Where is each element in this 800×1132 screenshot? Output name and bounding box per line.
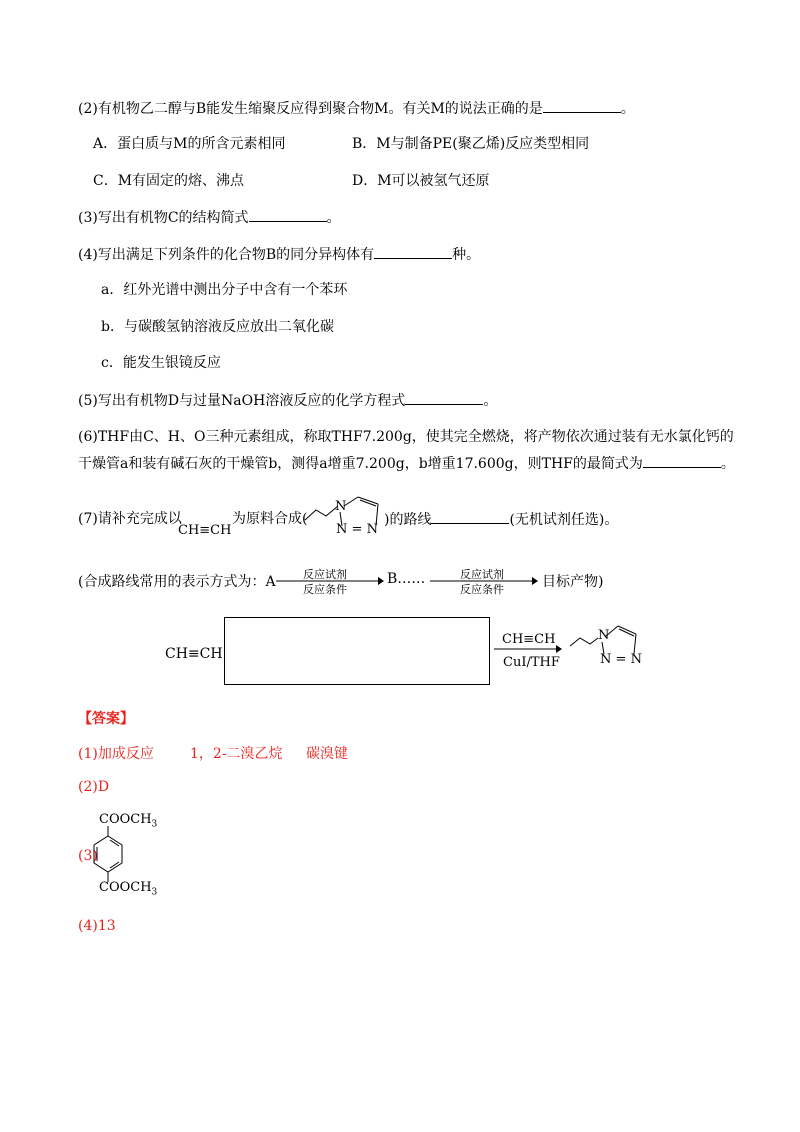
q3-end: 。 <box>326 210 341 226</box>
q6-end: 。 <box>720 456 735 472</box>
product-n2: N <box>600 652 612 667</box>
q2-stem-end: 。 <box>620 101 635 117</box>
product-n2-n3 <box>600 652 642 667</box>
q2-option-d: D．M可以被氢气还原 <box>352 173 490 189</box>
q4-stem <box>78 243 480 265</box>
q5-text: (5)写出有机物D与过量NaOH溶液反应的化学方程式 <box>78 393 406 409</box>
q2-option-c: C．M有固定的熔、沸点 <box>93 173 245 189</box>
triazole-n1: N <box>335 499 347 514</box>
q7-part1: (7)请补充完成以 <box>78 511 182 527</box>
q6-line2-text: 干燥管a和装有碱石灰的干燥管b，测得a增重7.200g，b增重17.600g，则THF的最简式为 <box>78 456 643 472</box>
answer-header: 【答案】 <box>78 711 134 727</box>
q7-acetylene: CH≡CH <box>178 523 232 538</box>
answer-3-bottom-text: COOCH <box>99 880 152 895</box>
q5-end: 。 <box>483 393 498 409</box>
q4-end: 种。 <box>452 247 481 263</box>
q4-condition-c: c．能发生银镜反应 <box>101 355 221 371</box>
answer-3-top-text: COOCH <box>99 812 152 827</box>
answer-2: (2)D <box>78 779 110 795</box>
answer-3-top-sub: 3 <box>151 819 158 830</box>
q2-option-b: B．M与制备PE(聚乙烯)反应类型相同 <box>352 136 590 152</box>
route-arrow-2-bottom: 反应条件 <box>460 583 504 596</box>
q4-condition-b: b．与碳酸氢钠溶液反应放出二氧化碳 <box>101 319 334 335</box>
box-start-acetylene: CH≡CH <box>165 646 223 662</box>
q7-part2: 为原料合成( <box>232 511 308 527</box>
answer-3-bottom-group <box>99 880 157 898</box>
route-mid: B…… <box>387 571 426 587</box>
answer-3-bottom-sub: 3 <box>151 887 158 898</box>
q6-line2 <box>78 452 735 474</box>
box-arrow <box>494 644 564 654</box>
q7-part3-text: )的路线 <box>384 512 432 528</box>
route-arrow-2-top: 反应试剂 <box>460 568 504 581</box>
triazole-n3: N <box>366 522 378 537</box>
q2-stem-text: (2)有机物乙二醇与B能发生缩聚反应得到聚合物M。有关M的说法正确的是 <box>78 101 543 117</box>
q7-part3 <box>384 508 618 529</box>
q7-part4-text: (无机试剂任选)。 <box>509 512 619 528</box>
q6-line1: (6)THF由C、H、O三种元素组成，称取THF7.200g，使其完全燃烧，将产物依次通过装有无水氯化钙的 <box>78 429 734 445</box>
product-n1: N <box>598 628 610 643</box>
route-suffix: 目标产物) <box>542 574 604 590</box>
synthesis-answer-box <box>224 617 490 685</box>
product-n3: N <box>630 652 642 667</box>
q6-answer-blank <box>643 452 721 468</box>
q2-answer-blank <box>543 97 621 113</box>
q3-text: (3)写出有机物C的结构简式 <box>78 210 249 226</box>
route-arrow-1-top: 反应试剂 <box>303 568 347 581</box>
answer-1b: 1，2-二溴乙烷 <box>190 746 283 762</box>
triazole-n2: N <box>336 522 348 537</box>
route-arrow-1-bottom: 反应条件 <box>303 583 347 596</box>
q3-answer-blank <box>249 206 327 222</box>
q4-condition-a: a．红外光谱中测出分子中含有一个苯环 <box>101 282 348 298</box>
answer-1a: (1)加成反应 <box>78 746 154 762</box>
box-condition: CuI/THF <box>503 655 560 670</box>
answer-3-label: (3) <box>78 848 98 864</box>
q5-stem <box>78 389 497 411</box>
triazole-double-bond: = <box>351 522 363 537</box>
q4-answer-blank <box>374 243 452 259</box>
q5-answer-blank <box>405 389 483 405</box>
triazole-n2-n3 <box>336 522 378 537</box>
route-prefix: (合成路线常用的表示方式为：A <box>78 574 276 590</box>
q7-answer-blank <box>431 508 509 524</box>
q2-stem <box>78 97 635 119</box>
answer-1c: 碳溴键 <box>306 746 348 762</box>
q2-option-a: A．蛋白质与M的所含元素相同 <box>93 136 286 152</box>
box-reagent: CH≡CH <box>502 632 556 647</box>
answer-4: (4)13 <box>78 918 116 934</box>
q3-stem <box>78 206 341 228</box>
q4-text: (4)写出满足下列条件的化合物B的同分异构体有 <box>78 247 375 263</box>
product-double-bond: = <box>615 652 627 667</box>
